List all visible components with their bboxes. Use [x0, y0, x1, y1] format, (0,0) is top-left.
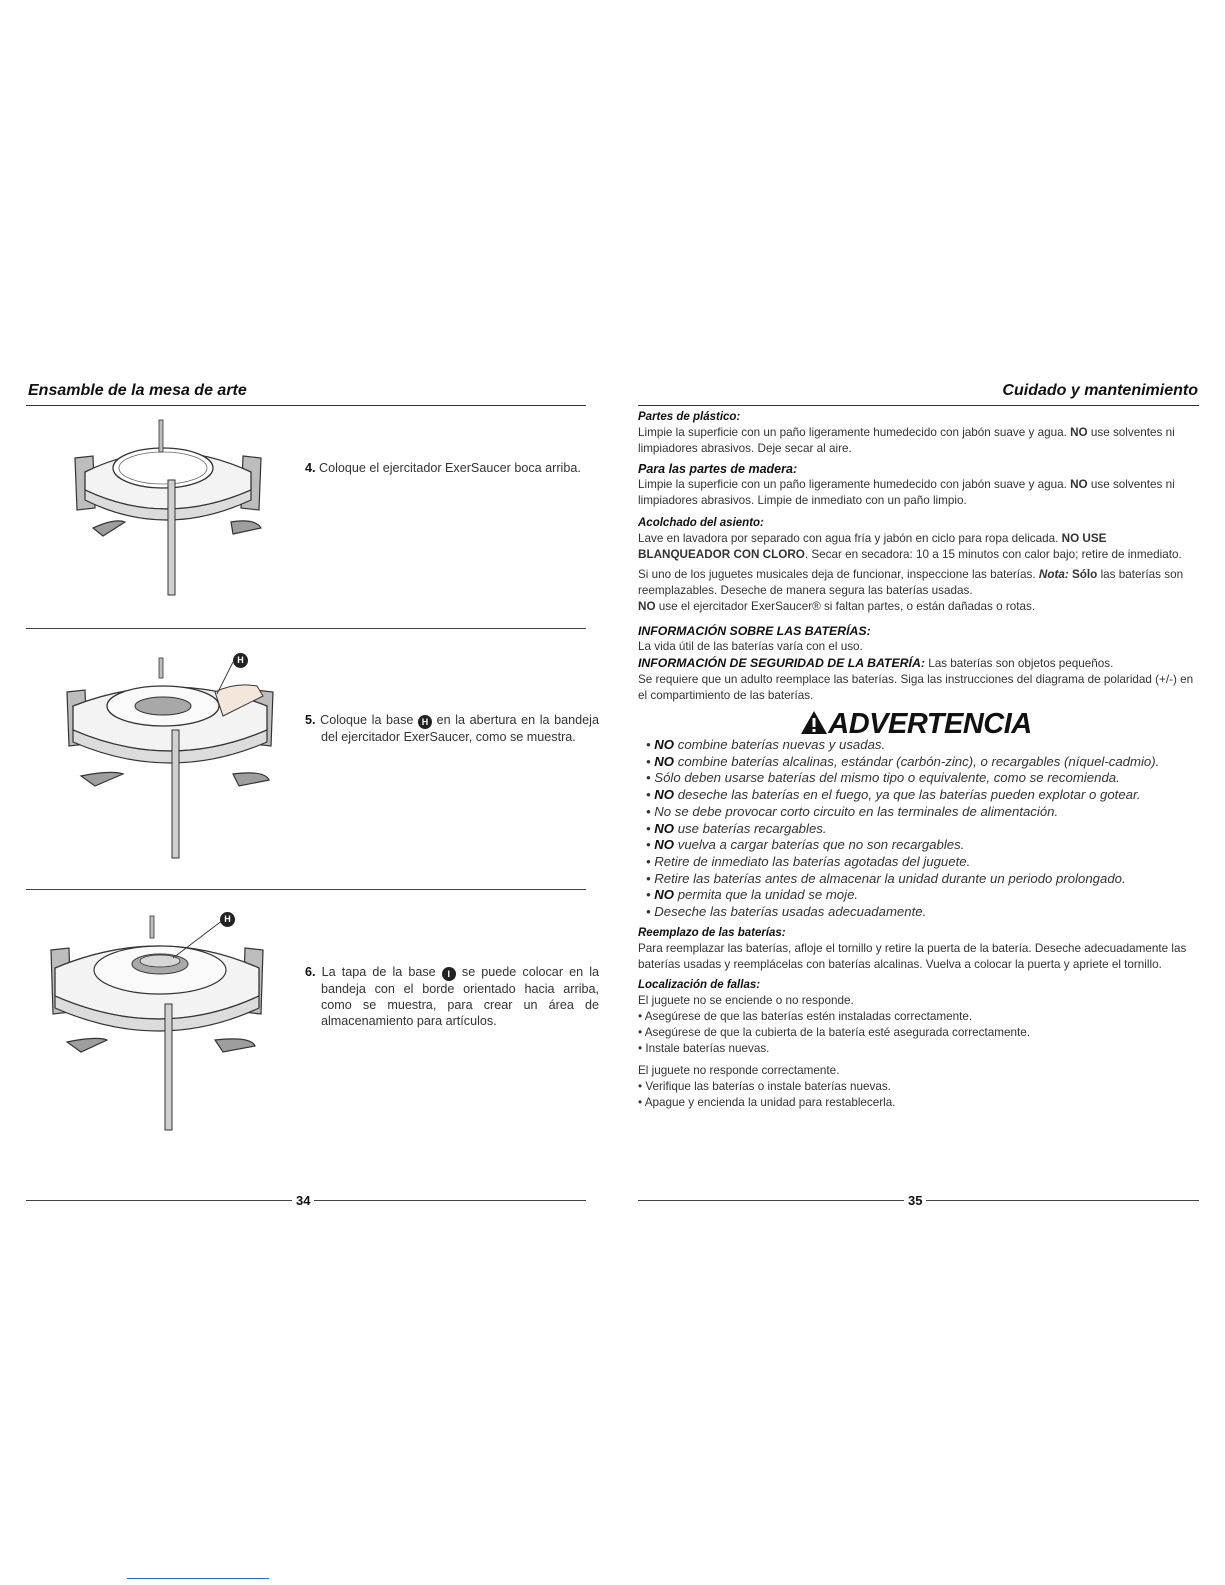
exersaucer-insert-base-illustration	[55, 652, 285, 867]
wood-parts-text	[638, 477, 1194, 509]
text: las baterías son reemplazables. Deseche de manera segura las baterías usadas.	[638, 568, 1184, 597]
right-page-title: Cuidado y mantenimiento	[1002, 382, 1198, 399]
left-header-rule	[26, 405, 586, 406]
right-header-rule	[638, 405, 1199, 406]
step-5	[305, 712, 599, 745]
warning-item: • Retire de inmediato las baterías agotadas del juguete.	[646, 853, 971, 869]
battery-info-title: INFORMACIÓN SOBRE LAS BATERÍAS:	[638, 624, 871, 638]
text: Si uno de los juguetes musicales deja de funcionar, inspeccione las baterías.	[638, 568, 1036, 581]
note-label: Nota:	[1038, 568, 1069, 581]
trouble-item: • Instale baterías nuevas.	[638, 1041, 770, 1055]
text: use solventes ni limpiadores abrasivos. Deje secar al aire.	[638, 426, 1175, 455]
warning-triangle-icon	[800, 710, 828, 735]
text: Lave en lavadora por separado con agua fría y jabón en ciclo para ropa delicada.	[638, 532, 1059, 545]
warning-item: • Retire las baterías antes de almacenar la unidad durante un periodo prolongado.	[646, 870, 1126, 886]
trouble-item: • Verifique las baterías o instale baterías nuevas.	[638, 1079, 891, 1093]
battery-replace-text: Para reemplazar las baterías, afloje el tornillo y retire la puerta de la batería. Deseche adecuadamente las baterías usadas y reemplácelas con baterías alcalinas. Vuelva a colocar la puerta y apriete el tornillo.	[638, 941, 1187, 971]
exersaucer-upright-illustration	[55, 418, 275, 603]
bottom-link-underline	[127, 1578, 269, 1579]
emphasis: NO USE BLANQUEADOR CON CLORO	[638, 532, 1107, 561]
step-text: en la abertura en la bandeja del ejercitador ExerSaucer, como se muestra.	[321, 713, 599, 744]
troubleshooting-title: Localización de fallas:	[638, 978, 761, 991]
emphasis: NO	[1070, 426, 1088, 439]
step-divider	[26, 889, 586, 890]
battery-safety-text: Se requiere que un adulto reemplace las baterías. Siga las instrucciones del diagrama de polaridad (+/-) en el compartimiento de las baterías.	[638, 673, 1194, 702]
step-6	[305, 964, 599, 1029]
warning-item: • NO deseche las baterías en el fuego, ya que las baterías pueden explotar o gotear.	[646, 787, 1141, 803]
text: use el ejercitador ExerSaucer® si faltan partes, o están dañadas o rotas.	[658, 600, 1036, 613]
trouble-item: • Asegúrese de que la cubierta de la batería esté asegurada correctamente.	[638, 1025, 1030, 1039]
callout-h-badge: H	[220, 912, 235, 927]
step-text: Coloque la base	[320, 713, 414, 727]
text: . Secar en secadora: 10 a 15 minutos con calor bajo; retire de inmediato.	[804, 548, 1182, 561]
text: Limpie la superficie con un paño ligeramente humedecido con jabón suave y agua.	[638, 426, 1067, 439]
step-number: 4.	[305, 461, 316, 475]
warning-heading	[638, 708, 1194, 740]
left-page-number: 34	[292, 1193, 314, 1208]
warning-item: • Sólo deben usarse baterías del mismo tipo o equivalente, como se recomienda.	[646, 770, 1120, 786]
callout-h-badge: H	[233, 653, 248, 668]
warning-list	[638, 737, 1194, 921]
trouble-symptom-2: El juguete no responde correctamente.	[638, 1063, 840, 1077]
trouble-item: • Asegúrese de que las baterías estén instaladas correctamente.	[638, 1009, 973, 1023]
warning-title-text: ADVERTENCIA	[828, 708, 1032, 740]
warning-item: • NO use baterías recargables.	[646, 820, 827, 836]
trouble-symptom-1: El juguete no se enciende o no responde.	[638, 993, 854, 1007]
text: use solventes ni limpiadores abrasivos. Limpie de inmediato con un paño limpio.	[638, 478, 1175, 507]
missing-parts-text	[638, 599, 1194, 615]
part-h-badge: H	[418, 715, 432, 729]
musical-toys-text	[638, 567, 1194, 599]
battery-safety	[638, 655, 1194, 672]
seat-pad-text	[638, 531, 1194, 563]
step-divider	[26, 628, 586, 629]
warning-item: • Deseche las baterías usadas adecuadamente.	[646, 904, 927, 920]
step-text: La tapa de la base	[321, 965, 436, 979]
battery-replace-title: Reemplazo de las baterías:	[638, 926, 786, 939]
warning-item: • NO vuelva a cargar baterías que no son recargables.	[646, 837, 965, 853]
battery-safety-title: INFORMACIÓN DE SEGURIDAD DE LA BATERÍA:	[638, 656, 925, 670]
warning-item: • NO permita que la unidad se moje.	[646, 887, 859, 903]
step-4	[305, 460, 599, 476]
warning-item: • No se debe provocar corto circuito en las terminales de alimentación.	[646, 803, 1059, 819]
step-number: 5.	[305, 713, 316, 727]
emphasis: NO	[1070, 478, 1088, 491]
plastic-parts-title: Partes de plástico:	[638, 411, 741, 423]
exersaucer-base-cover-illustration	[45, 912, 275, 1142]
text: Limpie la superficie con un paño ligeramente humedecido con jabón suave y agua.	[638, 478, 1067, 491]
warning-item: • NO combine baterías nuevas y usadas.	[646, 737, 886, 752]
text: Las baterías son objetos pequeños.	[928, 657, 1114, 670]
warning-item: • NO combine baterías alcalinas, estándar (carbón-zinc), o recargables (níquel-cadmio).	[646, 753, 1160, 769]
battery-info-text: La vida útil de las baterías varía con el uso.	[638, 640, 863, 653]
part-i-badge: I	[442, 967, 456, 981]
left-page-title: Ensamble de la mesa de arte	[28, 382, 247, 399]
right-page-number: 35	[904, 1193, 926, 1208]
trouble-item: • Apague y encienda la unidad para restablecerla.	[638, 1095, 896, 1109]
plastic-parts-text	[638, 425, 1194, 457]
step-text: se puede colocar en la bandeja con el borde orientado hacia arriba, como se muestra, para crear un área de almacenamiento para artículos.	[321, 965, 600, 1028]
care-content	[638, 409, 1194, 1111]
emphasis: NO	[638, 600, 656, 613]
wood-parts-title: Para las partes de madera:	[638, 462, 798, 476]
step-text: Coloque el ejercitador ExerSaucer boca arriba.	[319, 461, 581, 475]
step-number: 6.	[305, 965, 316, 979]
emphasis: Sólo	[1072, 568, 1098, 581]
seat-pad-title: Acolchado del asiento:	[638, 517, 764, 529]
